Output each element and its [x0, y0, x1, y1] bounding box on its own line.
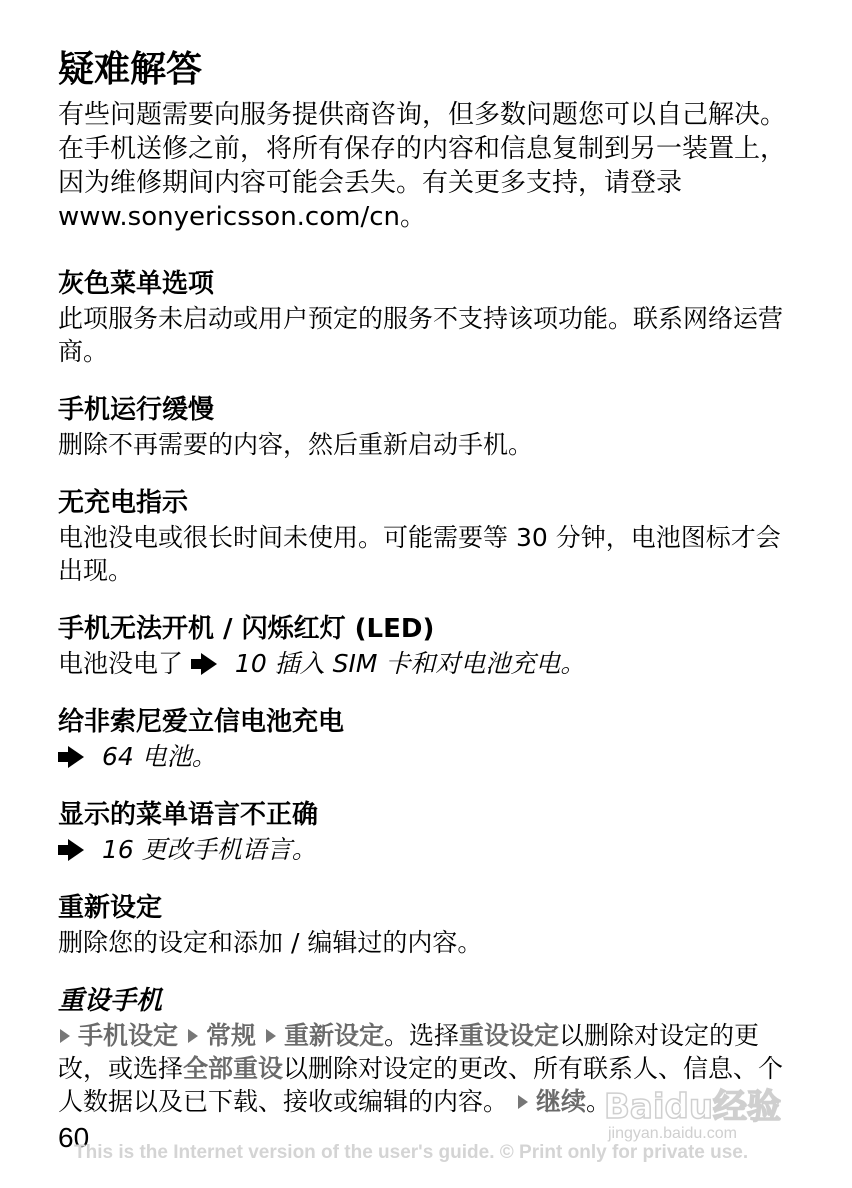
body-prefix: 电池没电了: [58, 649, 184, 678]
section-title: 灰色菜单选项: [58, 269, 215, 299]
section-title: 显示的菜单语言不正确: [58, 800, 319, 830]
section-body: 此项服务未启动或用户预定的服务不支持该项功能。联系网络运营商。: [58, 304, 784, 366]
option-name: 全部重设: [183, 1054, 284, 1083]
subsection-title: 重设手机: [58, 986, 163, 1016]
option-name: 继续: [535, 1087, 586, 1116]
section-body: 删除不再需要的内容，然后重新启动手机。: [58, 430, 534, 459]
page-number: 60: [58, 1122, 90, 1153]
page-reference: 10 插入 SIM 卡和对电池充电。: [234, 649, 586, 678]
page-title: 疑难解答: [58, 49, 203, 90]
section-body: 删除您的设定和添加 / 编辑过的内容。: [58, 928, 483, 957]
section-gray-menu: [58, 266, 798, 368]
instruction-text: 。: [585, 1087, 611, 1116]
section-title: 手机运行缓慢: [58, 395, 215, 425]
page-ref-arrow-icon: [58, 833, 94, 866]
section-body: [58, 740, 798, 773]
page-reference: 16 更改手机语言。: [101, 835, 317, 864]
section-title: 重新设定: [58, 893, 163, 923]
menu-path-arrow-icon: [518, 1095, 528, 1109]
section-no-power: [58, 611, 798, 680]
footer-note: This is the Internet version of the user's guide. © Print only for private use.: [74, 1142, 749, 1163]
intro-paragraph: 有些问题需要向服务提供商咨询，但多数问题您可以自己解决。在手机送修之前，将所有保存的内容和信息复制到另一装置上，因为维修期间内容可能会丢失。有关更多支持，请登录 www.sonyericsson.com/cn。: [58, 100, 787, 232]
section-no-charging: [58, 485, 798, 587]
section-wrong-language: [58, 797, 798, 866]
menu-path-arrow-icon: [188, 1029, 198, 1043]
section-title: 手机无法开机 / 闪烁红灯 (LED): [58, 614, 435, 644]
page-ref-arrow-icon: [191, 647, 227, 680]
option-name: 重设设定: [458, 1021, 559, 1050]
menu-path-item: 重新设定: [283, 1021, 384, 1050]
menu-path-arrow-icon: [266, 1029, 276, 1043]
section-non-sony-battery: [58, 704, 798, 773]
watermark-logo-text: Baidu经验: [604, 1087, 782, 1127]
section-slow-phone: [58, 392, 798, 461]
page-reference: 64 电池。: [101, 742, 217, 771]
menu-path-item: 手机设定: [78, 1021, 179, 1050]
section-title: 给非索尼爱立信电池充电: [58, 707, 345, 737]
section-reset: [58, 890, 798, 959]
section-body: 电池没电或很长时间未使用。可能需要等 30 分钟，电池图标才会出现。: [58, 523, 781, 585]
instruction-text: 以删除对设定的更改，或选择: [58, 1021, 759, 1083]
page-ref-arrow-icon: [58, 740, 94, 773]
menu-path-arrow-icon: [60, 1029, 70, 1043]
section-title: 无充电指示: [58, 488, 189, 518]
menu-path-item: 常规: [205, 1021, 256, 1050]
section-body: [58, 833, 798, 866]
instruction-text: 。选择: [383, 1021, 459, 1050]
manual-page: [58, 48, 798, 1142]
watermark-url: jingyan.baidu.com: [608, 1125, 737, 1142]
section-body: [58, 647, 798, 680]
instruction-text: 以删除对设定的更改、所有联系人、信息、个人数据以及已下载、接收或编辑的内容。: [58, 1054, 784, 1116]
